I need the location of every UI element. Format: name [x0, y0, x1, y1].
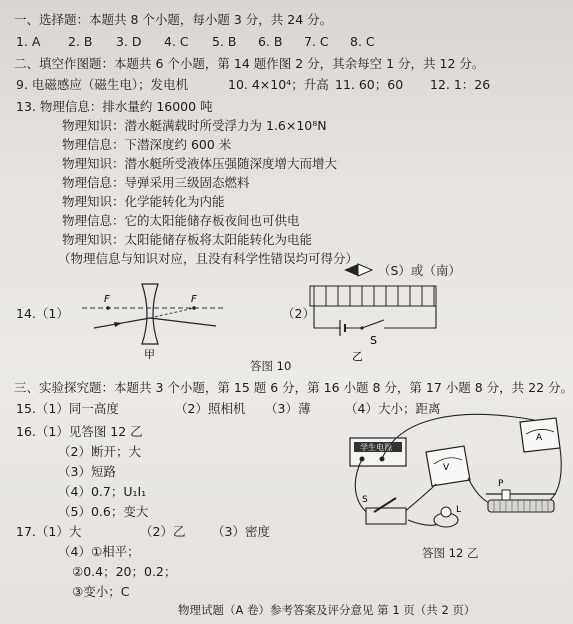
q14-label-2: （2）	[282, 306, 315, 321]
q13-line: 物理知识：潜水艇满载时所受浮力为 1.6×10⁸N	[62, 118, 327, 133]
answer-1: 1. A	[16, 34, 41, 49]
q16-part3: （3）短路	[58, 464, 116, 479]
q16-part1: 16.（1）见答图 12 乙	[16, 424, 143, 439]
wire-right	[384, 306, 436, 328]
answer-5: 5. B	[212, 34, 237, 49]
wire-left	[314, 306, 340, 328]
figure-12-caption: 答图 12 乙	[422, 546, 479, 560]
q11-answer: 11. 60；60	[335, 77, 404, 92]
q15-part4: （4）大小；距离	[345, 401, 441, 416]
q15-part3: （3）薄	[265, 401, 311, 416]
answer-7: 7. C	[304, 34, 329, 49]
answer-4: 4. C	[164, 34, 189, 49]
switch-pivot	[360, 326, 363, 329]
q17-part4-3: ③变小；C	[72, 584, 130, 599]
q9-answer: 9. 电磁感应（磁生电）；发电机	[16, 77, 189, 92]
answer-3: 3. D	[116, 34, 142, 49]
page-footer: 物理试题（A 卷）参考答案及评分意见 第 1 页（共 2 页）	[178, 603, 476, 617]
ammeter-label: A	[536, 433, 543, 443]
q15-part2: （2）照相机	[175, 401, 246, 416]
answer-6: 6. B	[258, 34, 283, 49]
lens-diagram	[78, 280, 228, 362]
q13-line: 物理信息：它的太阳能储存板夜间也可供电	[62, 213, 300, 228]
section3-heading: 三、实验探究题：本题共 3 个小题，第 15 题 6 分，第 16 小题 8 分，第 17 小题 8 分，共 22 分。	[14, 380, 573, 395]
q10-answer: 10. 4×10⁴；升高	[228, 77, 329, 92]
rheostat-slider	[502, 490, 510, 500]
q13-line: 物理知识：化学能转化为内能	[62, 194, 225, 209]
voltmeter-label: V	[443, 463, 450, 473]
lamp-label: L	[456, 505, 462, 515]
extension-line	[150, 308, 194, 318]
slider-label: P	[498, 479, 504, 489]
q13-line: 物理知识：潜水艇所受液体压强随深度增大而增大	[62, 156, 338, 171]
switch-label: S	[362, 495, 368, 505]
coil-windings	[314, 286, 434, 306]
answer-2: 2. B	[68, 34, 93, 49]
q17-part4-2: ②0.4；20；0.2；	[72, 564, 177, 579]
power-supply-label: 学生电源	[360, 443, 392, 452]
needle-dark-half	[344, 264, 358, 276]
refracted-ray	[150, 318, 216, 326]
q14-label-1: 14.（1）	[16, 306, 69, 321]
q13-title: 13. 物理信息：排水量约 16000 吨	[16, 99, 213, 114]
section1-answers	[16, 34, 375, 50]
q13-note: （物理信息与知识对应，且没有科学性错误均可得分）	[58, 251, 359, 266]
section2-heading: 二、填空作图题：本题共 6 个小题，第 14 题作图 2 分，其余每空 1 分，共 12 分。	[14, 56, 485, 71]
knife-switch	[366, 508, 406, 524]
wire	[544, 448, 561, 504]
lamp-bulb	[441, 507, 451, 517]
solenoid-core	[310, 286, 436, 306]
q17-part1: 17.（1）大	[16, 524, 82, 539]
section1-heading: 一、选择题：本题共 8 个小题，每小题 3 分，共 24 分。	[14, 12, 333, 27]
q16-part2: （2）断开；大	[58, 444, 141, 459]
q13-line: 物理信息：下潜深度约 600 米	[62, 137, 232, 152]
q16-part5: （5）0.6；变大	[58, 504, 149, 519]
focal-point-left	[106, 306, 110, 310]
q12-answer: 12. 1：26	[430, 77, 491, 92]
q13-line: 物理知识：太阳能储存板将太阳能转化为电能	[62, 232, 313, 247]
figure-10-caption: 答图 10	[250, 359, 292, 373]
needle-light-half	[358, 264, 372, 276]
focal-label-left: F	[104, 294, 110, 305]
circuit-apparatus-figure	[338, 408, 564, 556]
q13-line: 物理信息：导弹采用三级固态燃料	[62, 175, 250, 190]
pole-answer: （S）或（南）	[378, 263, 461, 278]
switch-label: S	[370, 334, 377, 347]
wire	[402, 484, 436, 514]
rheostat-coil	[488, 500, 554, 512]
q17-part3: （3）密度	[212, 524, 270, 539]
switch-blade	[362, 320, 384, 328]
focal-label-right: F	[191, 294, 197, 305]
figure-jia-label: 甲	[144, 348, 155, 361]
q15-part1: 15.（1）同一高度	[16, 401, 119, 416]
q17-part2: （2）乙	[140, 524, 186, 539]
q17-part4: （4）①相平；	[58, 544, 140, 559]
q16-part4: （4）0.7；U₁I₁	[58, 484, 147, 499]
answer-8: 8. C	[350, 34, 375, 49]
figure-yi-label: 乙	[352, 350, 363, 363]
concave-lens	[142, 284, 158, 344]
